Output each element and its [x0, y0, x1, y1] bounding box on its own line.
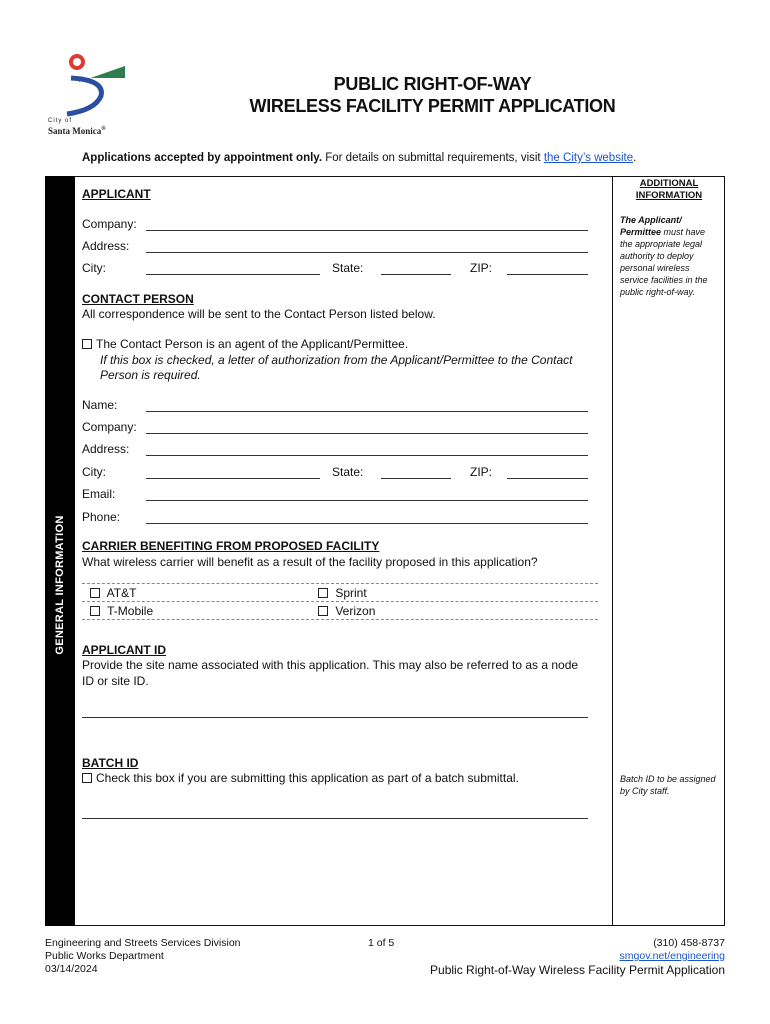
carrier-section-title: CARRIER BENEFITING FROM PROPOSED FACILITY [82, 539, 380, 553]
contact-address-label: Address: [82, 442, 130, 456]
footer-phone: (310) 458-8737 [653, 937, 725, 949]
carrier-rule-mid [82, 601, 598, 602]
batch-section-title: BATCH ID [82, 756, 139, 770]
carrier-rule-bottom [82, 619, 598, 620]
carrier-option-att[interactable]: AT&T [90, 586, 136, 600]
applicant-zip-label: ZIP: [470, 261, 493, 275]
logo-name: Santa Monica® [48, 126, 106, 136]
tmobile-checkbox[interactable] [90, 606, 100, 616]
att-checkbox[interactable] [90, 588, 100, 598]
carrier-rule-top [82, 583, 598, 584]
contact-zip-label: ZIP: [470, 465, 493, 479]
column-divider [612, 176, 613, 926]
footer-department: Public Works Department [45, 950, 164, 962]
carrier-question: What wireless carrier will benefit as a result of the facility proposed in this application? [82, 555, 538, 569]
footer-website-link[interactable]: smgov.net/engineering [619, 950, 725, 962]
carrier-option-tmobile[interactable]: T-Mobile [90, 604, 153, 618]
contact-email-label: Email: [82, 487, 116, 501]
contact-city-field[interactable] [146, 478, 320, 479]
batch-checkbox-row[interactable]: Check this box if you are submitting this application as part of a batch submittal. [82, 771, 519, 785]
footer-document-title: Public Right-of-Way Wireless Facility Permit Application [430, 963, 725, 977]
applicant-authority-note: The Applicant/ Permittee must have the appropriate legal authority to deploy personal wireless service facilities in the public right-of-way. [620, 215, 708, 297]
applicant-company-label: Company: [82, 217, 137, 231]
applicant-city-field[interactable] [146, 274, 320, 275]
sidebar-label: GENERAL INFORMATION [54, 515, 66, 655]
footer-division: Engineering and Streets Services Division [45, 937, 241, 949]
contact-zip-field[interactable] [507, 478, 588, 479]
applicant-state-field[interactable] [381, 274, 451, 275]
contact-name-field[interactable] [146, 411, 588, 412]
contact-city-label: City: [82, 465, 106, 479]
contact-company-field[interactable] [146, 433, 588, 434]
logo-city-of: City of [48, 118, 73, 124]
page-title-line2: WIRELESS FACILITY PERMIT APPLICATION [249, 96, 616, 116]
footer-right [430, 937, 725, 977]
agent-checkbox[interactable] [82, 339, 92, 349]
applicant-id-field[interactable] [82, 717, 588, 718]
carrier-option-sprint[interactable]: Sprint [318, 586, 367, 600]
city-logo [45, 48, 135, 138]
agent-checkbox-row[interactable]: The Contact Person is an agent of the Applicant/Permittee. [82, 337, 408, 351]
additional-info-header: ADDITIONAL INFORMATION [635, 178, 703, 201]
contact-section-title: CONTACT PERSON [82, 292, 194, 306]
footer-page-number: 1 of 5 [368, 937, 395, 949]
footer-left [45, 937, 241, 976]
carrier-option-verizon[interactable]: Verizon [318, 604, 375, 618]
contact-name-label: Name: [82, 398, 118, 412]
batch-id-field[interactable] [82, 818, 588, 819]
applicant-state-label: State: [332, 261, 364, 275]
batch-id-note: Batch ID to be assigned by City staff. [620, 774, 716, 796]
contact-state-field[interactable] [381, 478, 451, 479]
page-title-line1: PUBLIC RIGHT-OF-WAY [333, 74, 532, 94]
agent-note-line1: If this box is checked, a letter of authorization from the Applicant/Permittee to the Contact [100, 353, 573, 367]
applicant-zip-field[interactable] [507, 274, 588, 275]
applicant-city-label: City: [82, 261, 106, 275]
intro-text: Applications accepted by appointment only. For details on submittal requirements, visit the City’s website. [82, 152, 637, 164]
verizon-checkbox[interactable] [318, 606, 328, 616]
contact-email-field[interactable] [146, 500, 588, 501]
applicant-id-desc-line1: Provide the site name associated with this application. This may also be referred to as a node [82, 658, 579, 672]
sprint-checkbox[interactable] [318, 588, 328, 598]
applicant-company-field[interactable] [146, 230, 588, 231]
applicant-id-desc-line2: ID or site ID. [82, 674, 149, 688]
contact-phone-label: Phone: [82, 510, 121, 524]
applicant-address-label: Address: [82, 239, 130, 253]
footer-date: 03/14/2024 [45, 963, 98, 975]
contact-state-label: State: [332, 465, 364, 479]
contact-phone-field[interactable] [146, 523, 588, 524]
city-website-link[interactable]: the City’s website [543, 152, 634, 164]
applicant-section-title: APPLICANT [82, 187, 151, 201]
contact-company-label: Company: [82, 420, 137, 434]
applicant-address-field[interactable] [146, 252, 588, 253]
applicant-id-section-title: APPLICANT ID [82, 643, 166, 657]
agent-note-line2: Person is required. [100, 368, 201, 382]
logo-wave-icon [67, 78, 101, 114]
batch-checkbox[interactable] [82, 773, 92, 783]
contact-address-field[interactable] [146, 455, 588, 456]
contact-description: All correspondence will be sent to the Contact Person listed below. [82, 307, 436, 321]
